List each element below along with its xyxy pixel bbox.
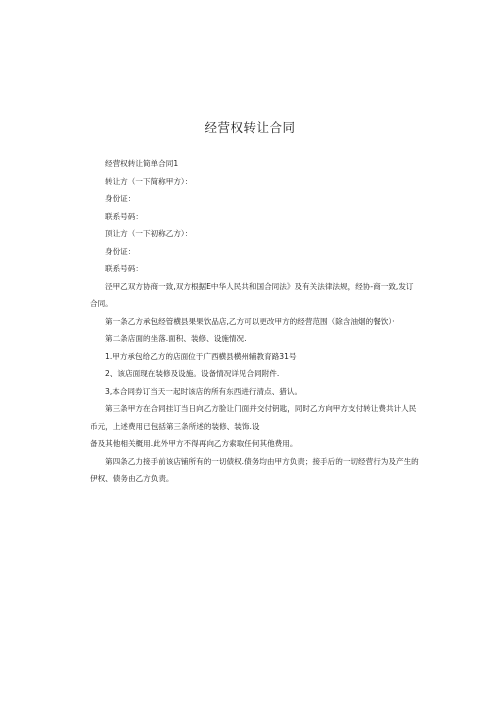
- paragraph-transferor-phone: 联系号码：: [105, 211, 143, 221]
- paragraph-article-4: 第四条乙力接手前该店铺所有的一切债权.债务均由甲方负责；接手后的一切经营行为及产生的伊权、债务由乙方负责。: [90, 456, 419, 483]
- paragraph-article-2-item-3: 3,本合同券订当天一起时该店的所有东西进行清点、猎认。: [105, 386, 303, 396]
- paragraph-transferee-phone: 联系号码：: [105, 264, 143, 273]
- paragraph-transferor-id: 身份证：: [105, 194, 136, 203]
- paragraph-article-2-item-2: 2、该店面现在装修及设施。设备情况详见合同附件.: [105, 369, 280, 378]
- paragraph-article-3: 第三条甲方在合同挂订当日向乙方脸让门面并交付钥匙，同时乙方向甲方支付转让费共计人民币元，上述费用已包括第三条所述的装修、装饰.设: [90, 404, 417, 431]
- document-title: 经营权转让合同: [204, 120, 296, 135]
- paragraph-heading: 经营权转让简单合同1: [105, 159, 179, 168]
- paragraph-article-2: 第二条店面的坐落.面积、装修、设施情况.: [105, 334, 247, 343]
- paragraph-transferee-id: 身份证：: [105, 246, 136, 256]
- document-body: [90, 155, 420, 488]
- paragraph-article-3-cont: 备及其他相关概用.此外甲方不得再向乙方索取任何其他费用。: [90, 439, 298, 448]
- paragraph-transferor: 转让方（一下简称甲方）：: [105, 176, 193, 186]
- paragraph-transferee: 顶让方（一下初称乙方）：: [105, 229, 193, 238]
- paragraph-preamble: 泾甲乙双方协商一致,双方根据E中华人民共和国合同法》及有关法律法规，经协-商一致,发订合同。: [90, 281, 414, 308]
- paragraph-article-1: 第一条乙方承包经管横县果果饮品店,乙方可以更改甲方的经营范围（除含油烟的餐饮）·: [105, 316, 395, 326]
- paragraph-article-2-item-1: 1.甲方承包给乙方的店面位于广西横县横州辅教育路31号: [105, 351, 297, 361]
